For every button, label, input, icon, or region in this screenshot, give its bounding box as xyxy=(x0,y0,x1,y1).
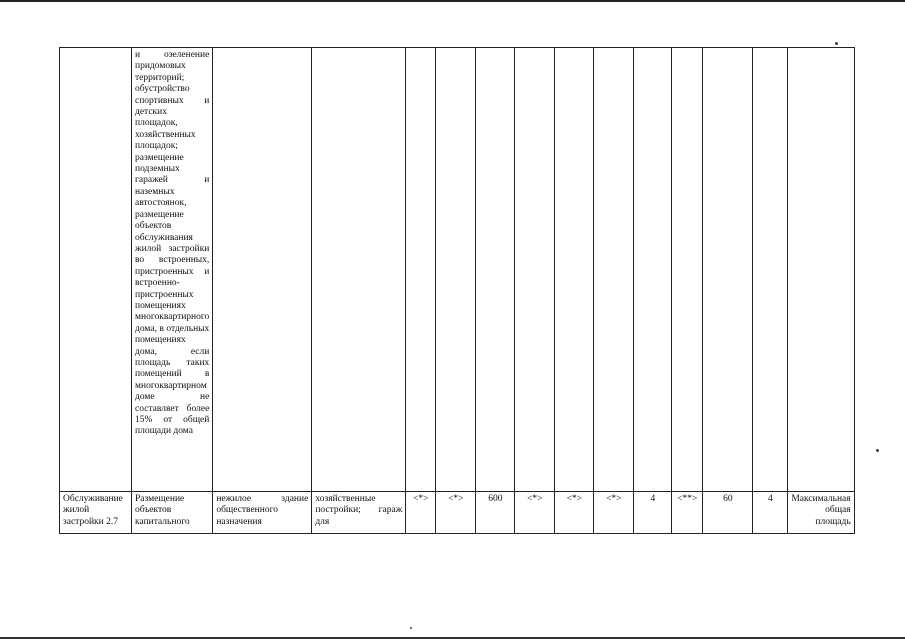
cell-param xyxy=(753,48,788,492)
cell-param: <*> xyxy=(555,492,594,534)
scan-speck xyxy=(835,42,838,45)
table-row xyxy=(60,492,855,534)
cell-param xyxy=(634,48,672,492)
cell-note: Максимальная общая площадь xyxy=(788,492,854,534)
page-top-border xyxy=(0,0,905,2)
cell-param: <*> xyxy=(436,492,476,534)
cell-param xyxy=(436,48,476,492)
cell-main-use: нежилое здание общественного назначения xyxy=(213,492,312,534)
cell-param: <**> xyxy=(672,492,703,534)
cell-note xyxy=(788,48,854,492)
cell-param: 4 xyxy=(634,492,672,534)
cell-description: Размещение объектов капитального xyxy=(132,492,213,534)
cell-param xyxy=(406,48,436,492)
cell-description: и озеленение придомовых территорий; обустройство спортивных и детских площадок, хозяйственных площадок; размещение подземных гаражей и наземных автостоянок, размещение объектов обслуживания жилой застройки во встроенных, пристроенных и встроенно-пристроенных помещениях многоквартирного дома, в отдельных помещениях дома, если площадь таких помещений в многоквартирном доме не составляет более 15% от общей площади дома xyxy=(132,48,213,492)
cell-param: <*> xyxy=(406,492,436,534)
cell-param xyxy=(703,48,753,492)
cell-param: 4 xyxy=(753,492,788,534)
cell-param xyxy=(555,48,594,492)
cell-name: Обслуживание жилой застройки 2.7 xyxy=(60,492,132,534)
cell-param xyxy=(515,48,555,492)
cell-param xyxy=(594,48,634,492)
land-use-table xyxy=(59,47,855,534)
cell-param xyxy=(476,48,515,492)
cell-aux-use xyxy=(312,48,406,492)
page-bottom-border xyxy=(0,637,905,639)
cell-param: <*> xyxy=(515,492,555,534)
cell-name xyxy=(60,48,132,492)
scan-speck xyxy=(410,627,412,629)
scan-speck xyxy=(876,449,879,452)
cell-param xyxy=(672,48,703,492)
cell-param: 600 xyxy=(476,492,515,534)
cell-param: <*> xyxy=(594,492,634,534)
cell-main-use xyxy=(213,48,312,492)
cell-param: 60 xyxy=(703,492,753,534)
table-row xyxy=(60,48,855,492)
cell-aux-use: хозяйственные постройки; гараж для xyxy=(312,492,406,534)
